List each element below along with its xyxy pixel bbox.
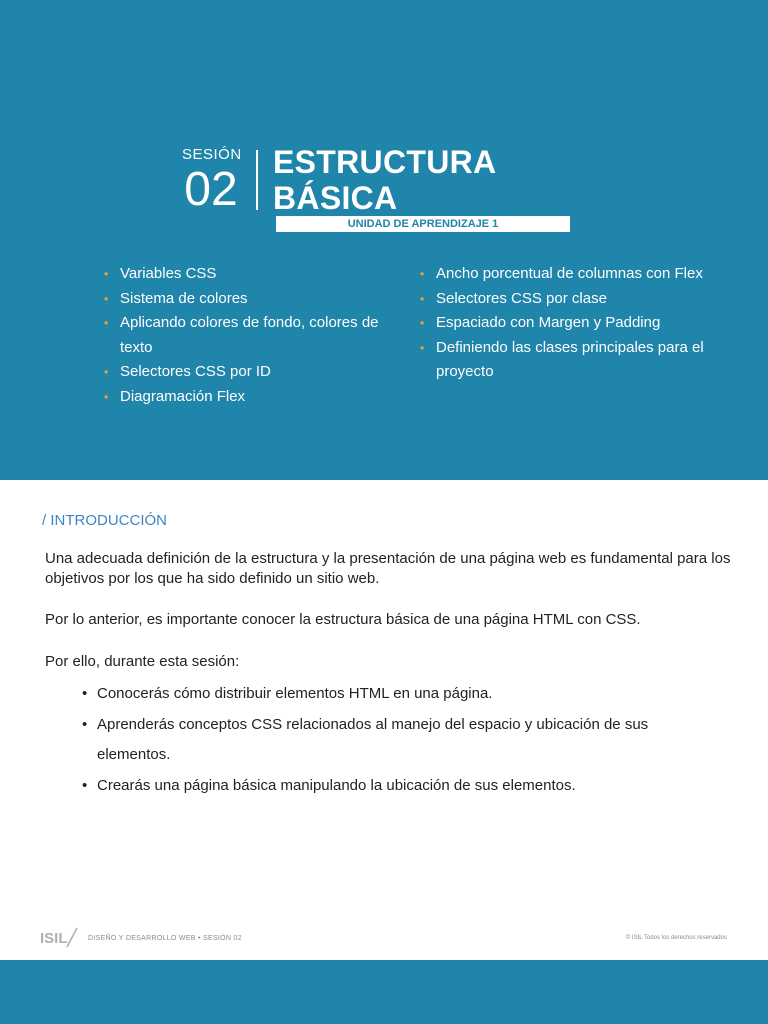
objectives-list: [82, 679, 722, 801]
session-number: 02: [184, 163, 238, 216]
intro-paragraph-2: Por lo anterior, es importante conocer la estructura básica de una página HTML con CSS.: [45, 611, 641, 628]
section-title: / INTRODUCCIÓN: [42, 512, 167, 529]
topic-item: • Aplicando colores de fondo, colores de texto: [104, 311, 404, 360]
bullet-icon: •: [82, 715, 88, 733]
isil-logo-icon: [40, 926, 84, 950]
footer-course: DISEÑO Y DESARROLLO WEB • SESIÓN 02: [88, 935, 242, 942]
logo-text: ISIL: [40, 930, 68, 947]
bullet-dot-icon: •: [104, 365, 109, 380]
bottom-band: [0, 960, 768, 1024]
topic-item: • Definiendo las clases principales para el proyecto: [420, 336, 720, 385]
topics-list-right: [420, 262, 720, 385]
topic-item: • Selectores CSS por ID: [104, 360, 404, 385]
objective-item: • Crearás una página básica manipulando la ubicación de sus elementos.: [82, 771, 722, 802]
bullet-dot-icon: •: [420, 316, 425, 331]
bullet-dot-icon: •: [104, 316, 109, 331]
bullet-icon: •: [82, 776, 88, 794]
title-line-1: ESTRUCTURA: [273, 144, 497, 180]
footer-copyright: © ISIL Todos los derechos reservados: [625, 935, 727, 941]
session-label: SESIÓN: [182, 146, 242, 163]
intro-paragraph-1: Una adecuada definición de la estructura y la presentación de una página web es fundamental para los objetivos por los que ha sido definido un sitio web.: [45, 550, 731, 587]
header-banner: [0, 0, 768, 480]
topics-list-left: [104, 262, 404, 410]
bullet-dot-icon: •: [104, 389, 109, 404]
intro-paragraph-3: Por ello, durante esta sesión:: [45, 653, 240, 670]
topic-item: • Ancho porcentual de columnas con Flex: [420, 262, 720, 287]
bullet-icon: •: [82, 685, 88, 702]
topic-item: • Diagramación Flex: [104, 385, 404, 410]
topic-item: • Espaciado con Margen y Padding: [420, 311, 720, 336]
bullet-dot-icon: •: [104, 291, 109, 306]
bullet-dot-icon: •: [420, 340, 425, 355]
bullet-dot-icon: •: [420, 291, 425, 306]
objective-item: • Conocerás cómo distribuir elementos HTML en una página.: [82, 679, 722, 710]
topic-item: • Selectores CSS por clase: [420, 287, 720, 312]
topic-item: • Variables CSS: [104, 262, 404, 287]
title-line-2: BÁSICA: [273, 180, 398, 216]
unit-label: UNIDAD DE APRENDIZAJE 1: [276, 216, 570, 232]
objective-item: • Aprenderás conceptos CSS relacionados al manejo del espacio y ubicación de sus elementos.: [82, 710, 722, 771]
bullet-dot-icon: •: [104, 267, 109, 281]
topic-item: • Sistema de colores: [104, 287, 404, 312]
bullet-dot-icon: •: [420, 267, 425, 281]
title-divider: [256, 150, 258, 210]
